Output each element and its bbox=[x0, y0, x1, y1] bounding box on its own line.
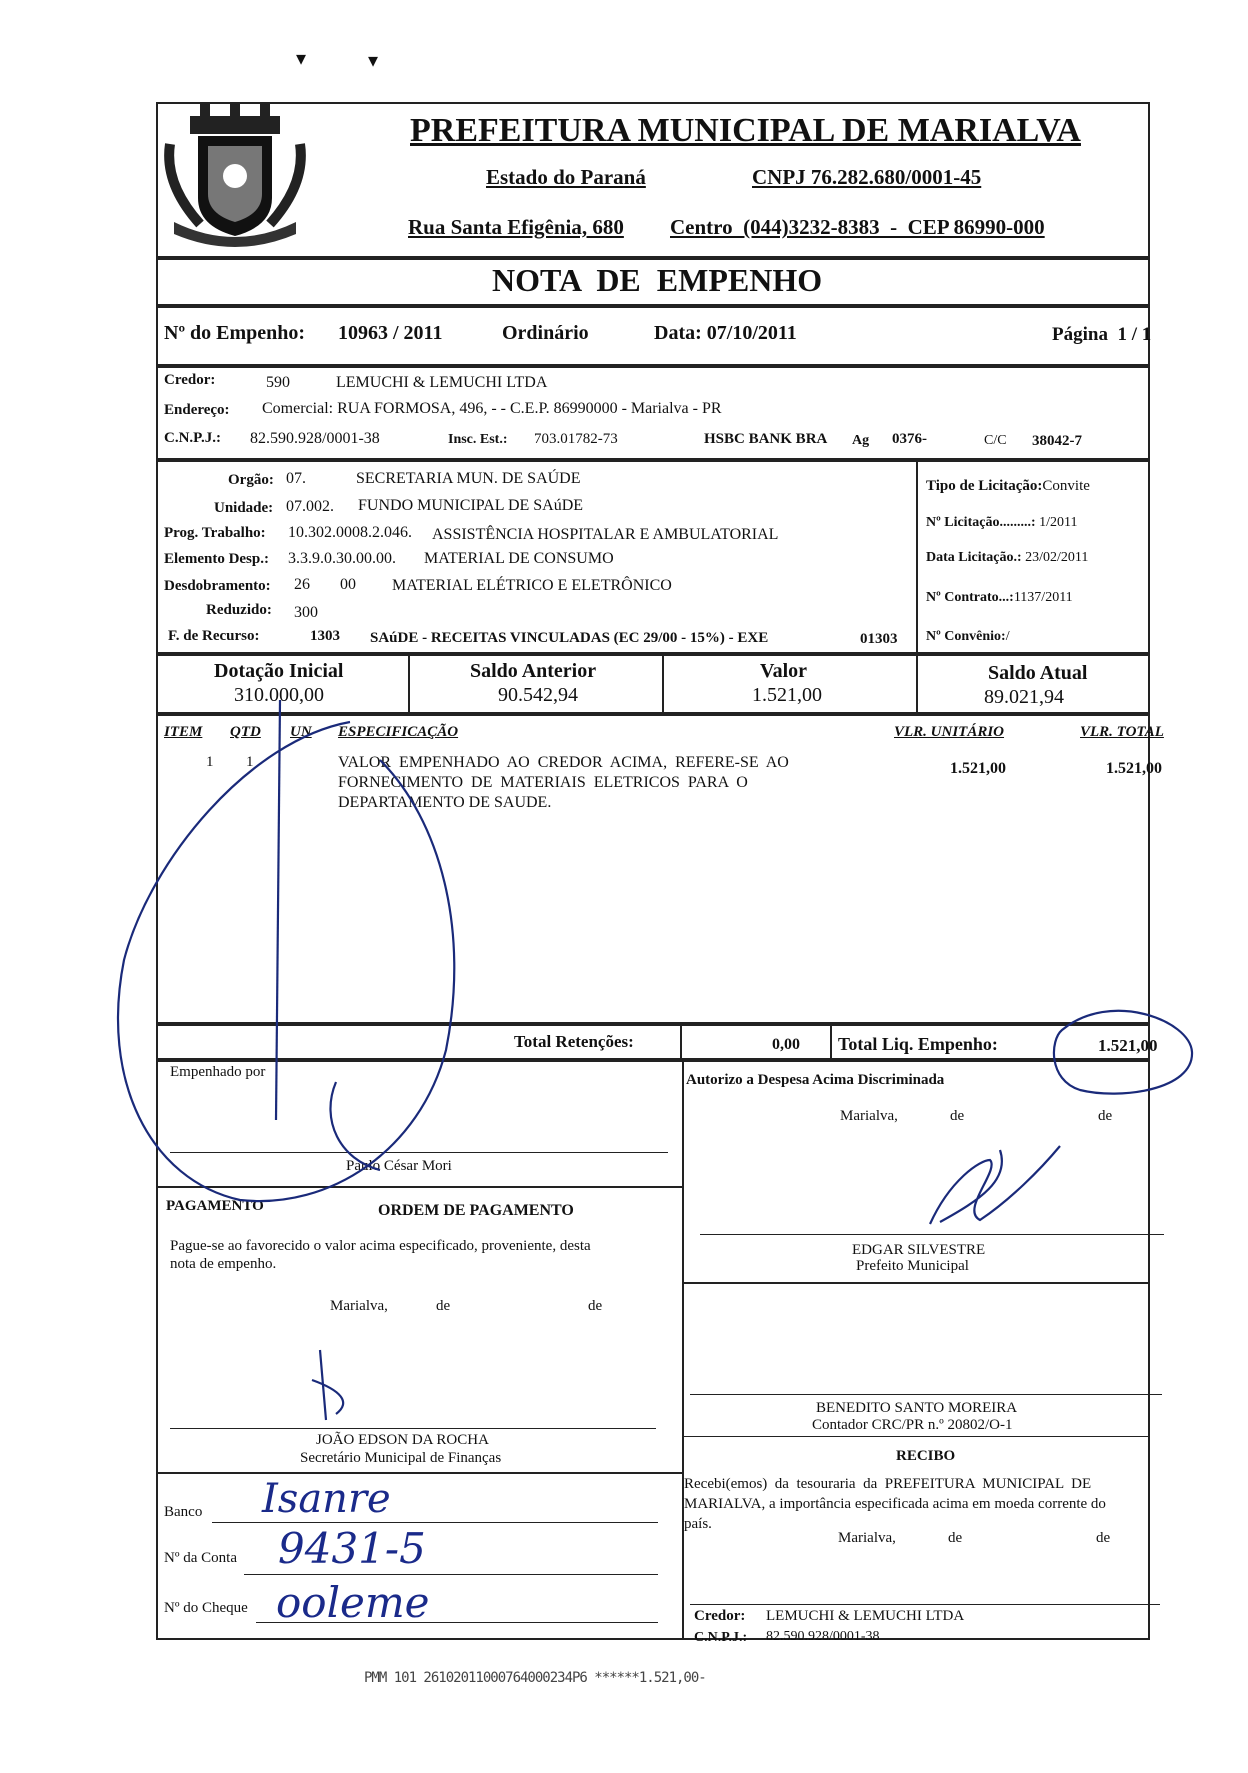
elemento-code: 3.3.9.0.30.00.00. bbox=[288, 550, 396, 567]
retencoes-label: Total Retenções: bbox=[514, 1032, 634, 1051]
licitacao-date-value: 23/02/2011 bbox=[1025, 550, 1089, 565]
row-item: 1 bbox=[206, 754, 214, 770]
recibo-cnpj: 82.590.928/0001-38 bbox=[766, 1629, 880, 1644]
prog-label: Prog. Trabalho: bbox=[164, 525, 266, 541]
fonte-code: 1303 bbox=[310, 628, 340, 644]
reduzido-code: 300 bbox=[294, 604, 318, 621]
contrato-label bbox=[926, 590, 1073, 606]
licitacao-number-value: 1/2011 bbox=[1039, 515, 1078, 530]
divider bbox=[682, 1282, 1150, 1284]
contador-signer: BENEDITO SANTO MOREIRA bbox=[816, 1400, 1018, 1416]
signature-line bbox=[690, 1604, 1160, 1605]
licitacao-date-text: Data Licitação.: bbox=[926, 550, 1022, 565]
pagamento-signer: JOÃO EDSON DA ROCHA bbox=[316, 1432, 489, 1448]
divider bbox=[682, 1436, 1150, 1437]
fonte-ref: 01303 bbox=[860, 631, 898, 647]
recibo-label: RECIBO bbox=[896, 1448, 956, 1464]
pagamento-de-1: de bbox=[436, 1298, 451, 1314]
credor-cnpj-label: C.N.P.J.: bbox=[164, 430, 221, 446]
ie-value: 703.01782-73 bbox=[534, 431, 618, 447]
recibo-credor: LEMUCHI & LEMUCHI LTDA bbox=[766, 1608, 965, 1624]
contrato-text: Nº Contrato...: bbox=[926, 590, 1014, 605]
conta-line bbox=[244, 1574, 658, 1575]
divider bbox=[830, 1024, 832, 1060]
row-spec-line-1: VALOR EMPENHADO AO CREDOR ACIMA, REFERE-SE AO bbox=[338, 754, 789, 771]
desdobramento-code-a: 26 bbox=[294, 576, 310, 593]
municipality-title: PREFEITURA MUNICIPAL DE MARIALVA bbox=[410, 112, 1081, 149]
agency-number: 0376- bbox=[892, 431, 927, 447]
recibo-text-1: Recebi(emos) da tesouraria da PREFEITURA MUNICIPAL DE bbox=[684, 1476, 1092, 1492]
dotacao-value: 310.000,00 bbox=[234, 684, 324, 706]
row-spec-line-3: DEPARTAMENTO DE SAUDE. bbox=[338, 794, 552, 811]
banco-label: Banco bbox=[164, 1504, 203, 1520]
credor-address: Comercial: RUA FORMOSA, 496, - - C.E.P. 86990000 - Marialva - PR bbox=[262, 400, 722, 417]
pagamento-text-2: nota de empenho. bbox=[170, 1256, 277, 1272]
saldo-anterior-value: 90.542,94 bbox=[498, 684, 578, 706]
col-item: ITEM bbox=[164, 724, 203, 740]
col-un: UN bbox=[290, 724, 312, 740]
agency-label: Ag bbox=[852, 433, 870, 448]
empenho-type: Ordinário bbox=[502, 322, 589, 344]
licitacao-type-value: Convite bbox=[1042, 478, 1090, 494]
recibo-de-1: de bbox=[948, 1530, 963, 1546]
cheque-label: Nº do Cheque bbox=[164, 1600, 248, 1616]
divider bbox=[156, 1472, 682, 1474]
divider bbox=[680, 1024, 682, 1060]
pagamento-role: Secretário Municipal de Finanças bbox=[300, 1450, 502, 1466]
ie-label: Insc. Est.: bbox=[448, 432, 508, 447]
contador-role: Contador CRC/PR n.º 20802/O-1 bbox=[812, 1417, 1013, 1433]
autorizo-place: Marialva, bbox=[840, 1108, 898, 1124]
valor-value: 1.521,00 bbox=[752, 684, 822, 706]
account-label: C/C bbox=[984, 433, 1007, 448]
empenho-number: 10963 / 2011 bbox=[338, 322, 443, 344]
header-address: Rua Santa Efigênia, 680 bbox=[408, 215, 624, 239]
recibo-text-3: país. bbox=[684, 1516, 712, 1532]
recibo-credor-label: Credor: bbox=[694, 1608, 746, 1624]
bank-name: HSBC BANK BRA bbox=[704, 431, 828, 447]
signature-line bbox=[690, 1394, 1162, 1395]
state-label: Estado do Paraná bbox=[486, 165, 646, 189]
unidade-name: FUNDO MUNICIPAL DE SAúDE bbox=[358, 497, 584, 514]
elemento-label: Elemento Desp.: bbox=[164, 551, 269, 567]
contrato-value: 1137/2011 bbox=[1013, 590, 1073, 605]
recibo-place: Marialva, bbox=[838, 1530, 896, 1546]
licitacao-date-label bbox=[926, 550, 1088, 566]
banco-handwriting: Isanre bbox=[262, 1476, 391, 1522]
divider bbox=[662, 654, 664, 714]
pagamento-label: PAGAMENTO bbox=[166, 1198, 264, 1214]
valor-label: Valor bbox=[760, 660, 808, 682]
total-liq-value: 1.521,00 bbox=[1098, 1036, 1158, 1055]
credor-cnpj: 82.590.928/0001-38 bbox=[250, 430, 380, 447]
elemento-name: MATERIAL DE CONSUMO bbox=[424, 550, 614, 567]
totals-row bbox=[156, 1024, 1150, 1060]
scan-mark: ▾ bbox=[296, 48, 307, 70]
pagamento-place: Marialva, bbox=[330, 1298, 388, 1314]
signature-line bbox=[170, 1428, 656, 1429]
row-qtd: 1 bbox=[246, 754, 254, 770]
autorizo-signer: EDGAR SILVESTRE bbox=[852, 1242, 986, 1258]
row-vlr-unit: 1.521,00 bbox=[950, 760, 1006, 777]
empenho-row bbox=[156, 306, 1150, 366]
signature-line bbox=[170, 1152, 668, 1153]
autorizo-de-2: de bbox=[1098, 1108, 1113, 1124]
unidade-label: Unidade: bbox=[214, 500, 274, 516]
autorizo-role: Prefeito Municipal bbox=[856, 1258, 969, 1274]
divider bbox=[916, 654, 918, 714]
budget-divider bbox=[916, 460, 918, 654]
scan-mark: ▾ bbox=[368, 50, 379, 72]
pagamento-text-1: Pague-se ao favorecido o valor acima especificado, proveniente, desta bbox=[170, 1238, 591, 1254]
fonte-label: F. de Recurso: bbox=[168, 628, 260, 644]
licitacao-number-text: Nº Licitação.........: bbox=[926, 515, 1036, 530]
prog-code: 10.302.0008.2.046. bbox=[288, 524, 412, 541]
saldo-atual-value: 89.021,94 bbox=[984, 686, 1064, 708]
credor-label: Credor: bbox=[164, 372, 216, 388]
convenio-text: Nº Convênio: bbox=[926, 629, 1006, 644]
footer-stamp: PMM 101 26102011000764000234P6 ******1.521,00- bbox=[364, 1670, 706, 1686]
ordem-pagamento-label: ORDEM DE PAGAMENTO bbox=[378, 1202, 574, 1219]
recibo-de-2: de bbox=[1096, 1530, 1111, 1546]
cheque-handwriting: ooleme bbox=[276, 1578, 430, 1627]
col-vlr-unit: VLR. UNITÁRIO bbox=[894, 724, 1005, 740]
endereco-label: Endereço: bbox=[164, 402, 230, 418]
account-number: 38042-7 bbox=[1032, 433, 1082, 449]
doc-title: NOTA DE EMPENHO bbox=[492, 262, 823, 298]
desdobramento-name: MATERIAL ELÉTRICO E ELETRÔNICO bbox=[392, 577, 672, 594]
autorizo-label: Autorizo a Despesa Acima Discriminada bbox=[686, 1072, 945, 1088]
empenhado-label: Empenhado por bbox=[170, 1064, 266, 1080]
col-vlr-total: VLR. TOTAL bbox=[1080, 724, 1164, 740]
retencoes-value: 0,00 bbox=[772, 1036, 800, 1053]
row-vlr-total: 1.521,00 bbox=[1106, 760, 1162, 777]
licitacao-type-text: Tipo de Licitação: bbox=[926, 478, 1043, 494]
orgao-name: SECRETARIA MUN. DE SAÚDE bbox=[356, 470, 581, 487]
divider bbox=[408, 654, 410, 714]
convenio-value: / bbox=[1005, 629, 1010, 644]
fonte-name: SAúDE - RECEITAS VINCULADAS (EC 29/00 - 15%) - EXE bbox=[370, 630, 769, 646]
empenho-date: Data: 07/10/2011 bbox=[654, 322, 797, 344]
licitacao-number-label bbox=[926, 515, 1077, 531]
conta-label: Nº da Conta bbox=[164, 1550, 237, 1566]
pagamento-de-2: de bbox=[588, 1298, 603, 1314]
saldo-anterior-label: Saldo Anterior bbox=[470, 660, 597, 682]
orgao-code: 07. bbox=[286, 470, 306, 487]
desdobramento-code-b: 00 bbox=[340, 576, 356, 593]
header-contact: Centro (044)3232-8383 - CEP 86990-000 bbox=[670, 215, 1045, 239]
credor-name: LEMUCHI & LEMUCHI LTDA bbox=[336, 374, 548, 391]
banco-line bbox=[212, 1522, 658, 1523]
empenho-number-label: Nº do Empenho: bbox=[164, 322, 306, 344]
dotacao-label: Dotação Inicial bbox=[214, 660, 344, 682]
col-spec: ESPECIFICAÇÃO bbox=[338, 724, 459, 740]
coat-of-arms-icon bbox=[160, 104, 310, 254]
conta-handwriting: 9431-5 bbox=[278, 1524, 426, 1573]
orgao-label: Orgão: bbox=[228, 472, 274, 488]
saldo-atual-label: Saldo Atual bbox=[988, 662, 1088, 684]
reduzido-label: Reduzido: bbox=[206, 602, 272, 618]
recibo-text-2: MARIALVA, a importância especificada acima em moeda corrente do bbox=[684, 1496, 1106, 1512]
licitacao-type-label bbox=[926, 478, 1090, 495]
convenio-label bbox=[926, 629, 1010, 645]
col-qtd: QTD bbox=[230, 724, 261, 740]
header-cnpj: CNPJ 76.282.680/0001-45 bbox=[752, 165, 982, 189]
recibo-cnpj-label: C.N.P.J.: bbox=[694, 1630, 748, 1645]
divider bbox=[156, 1186, 682, 1188]
credor-code: 590 bbox=[266, 374, 290, 391]
desdobramento-label: Desdobramento: bbox=[164, 578, 271, 594]
row-spec-line-2: FORNECIMENTO DE MATERIAIS ELETRICOS PARA O bbox=[338, 774, 748, 791]
page-number: Página 1 / 1 bbox=[1052, 324, 1152, 345]
signature-line bbox=[700, 1234, 1164, 1235]
unidade-code: 07.002. bbox=[286, 498, 334, 515]
autorizo-de-1: de bbox=[950, 1108, 965, 1124]
divider bbox=[682, 1060, 684, 1640]
total-liq-label: Total Liq. Empenho: bbox=[838, 1034, 998, 1054]
prog-name: ASSISTÊNCIA HOSPITALAR E AMBULATORIAL bbox=[432, 526, 779, 543]
empenhado-signer: Paulo César Mori bbox=[346, 1158, 452, 1174]
